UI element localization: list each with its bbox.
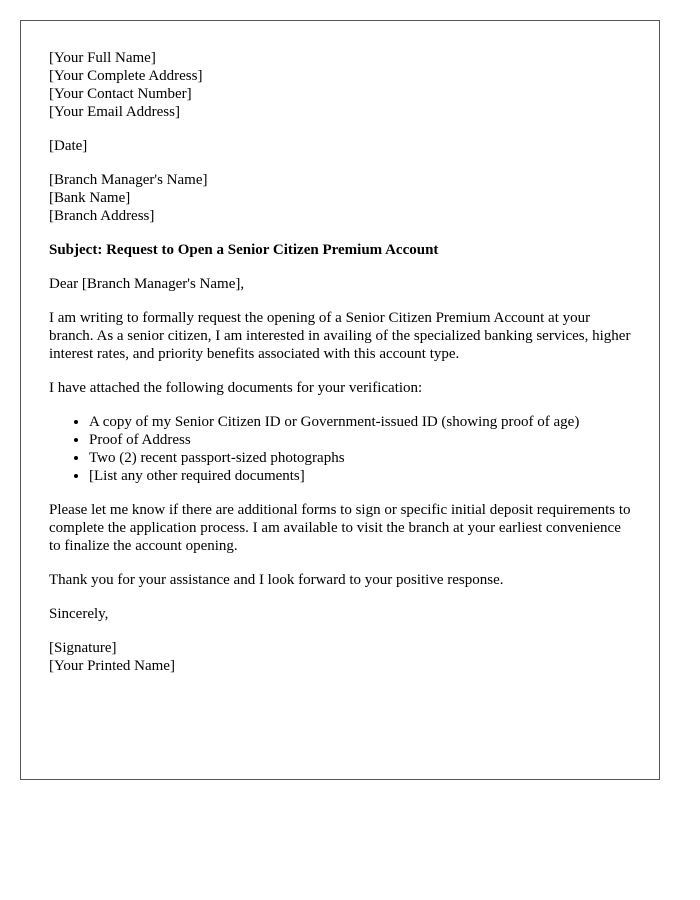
sender-phone: [Your Contact Number] (49, 86, 192, 102)
signature-block (49, 639, 631, 675)
recipient-name: [Branch Manager's Name] (49, 172, 208, 188)
sender-block (49, 49, 631, 121)
sender-email: [Your Email Address] (49, 104, 180, 120)
date-block (49, 137, 631, 155)
intro-paragraph: I am writing to formally request the opening of a Senior Citizen Premium Account at your branch. As a senior citizen, I am interested in availing of the specialized banking services, higher interest rates, and priority benefits associated with this account type. (49, 310, 631, 362)
list-item: • [List any other required documents] (89, 467, 631, 485)
recipient-bank: [Bank Name] (49, 190, 131, 206)
list-item: • A copy of my Senior Citizen ID or Government-issued ID (showing proof of age) (89, 413, 631, 431)
letter-date: [Date] (49, 138, 88, 154)
followup-paragraph: Please let me know if there are additional forms to sign or specific initial deposit requirements to complete the application process. I am available to visit the branch at your earliest convenience to finalize the account opening. (49, 502, 631, 554)
list-item: • Two (2) recent passport-sized photographs (89, 449, 631, 467)
sender-name: [Your Full Name] (49, 50, 156, 66)
attachments-list (49, 413, 631, 485)
attachments-intro: I have attached the following documents for your verification: (49, 380, 423, 396)
signature-placeholder: [Signature] (49, 640, 117, 656)
valediction: Sincerely, (49, 606, 109, 622)
thanks-paragraph: Thank you for your assistance and I look forward to your positive response. (49, 572, 504, 588)
subject-line: Subject: Request to Open a Senior Citizen Premium Account (49, 242, 439, 258)
list-item: • Proof of Address (89, 431, 631, 449)
printed-name: [Your Printed Name] (49, 658, 175, 674)
letter-page (20, 20, 660, 780)
salutation: Dear [Branch Manager's Name], (49, 276, 245, 292)
sender-address: [Your Complete Address] (49, 68, 203, 84)
recipient-address: [Branch Address] (49, 208, 155, 224)
recipient-block (49, 171, 631, 225)
